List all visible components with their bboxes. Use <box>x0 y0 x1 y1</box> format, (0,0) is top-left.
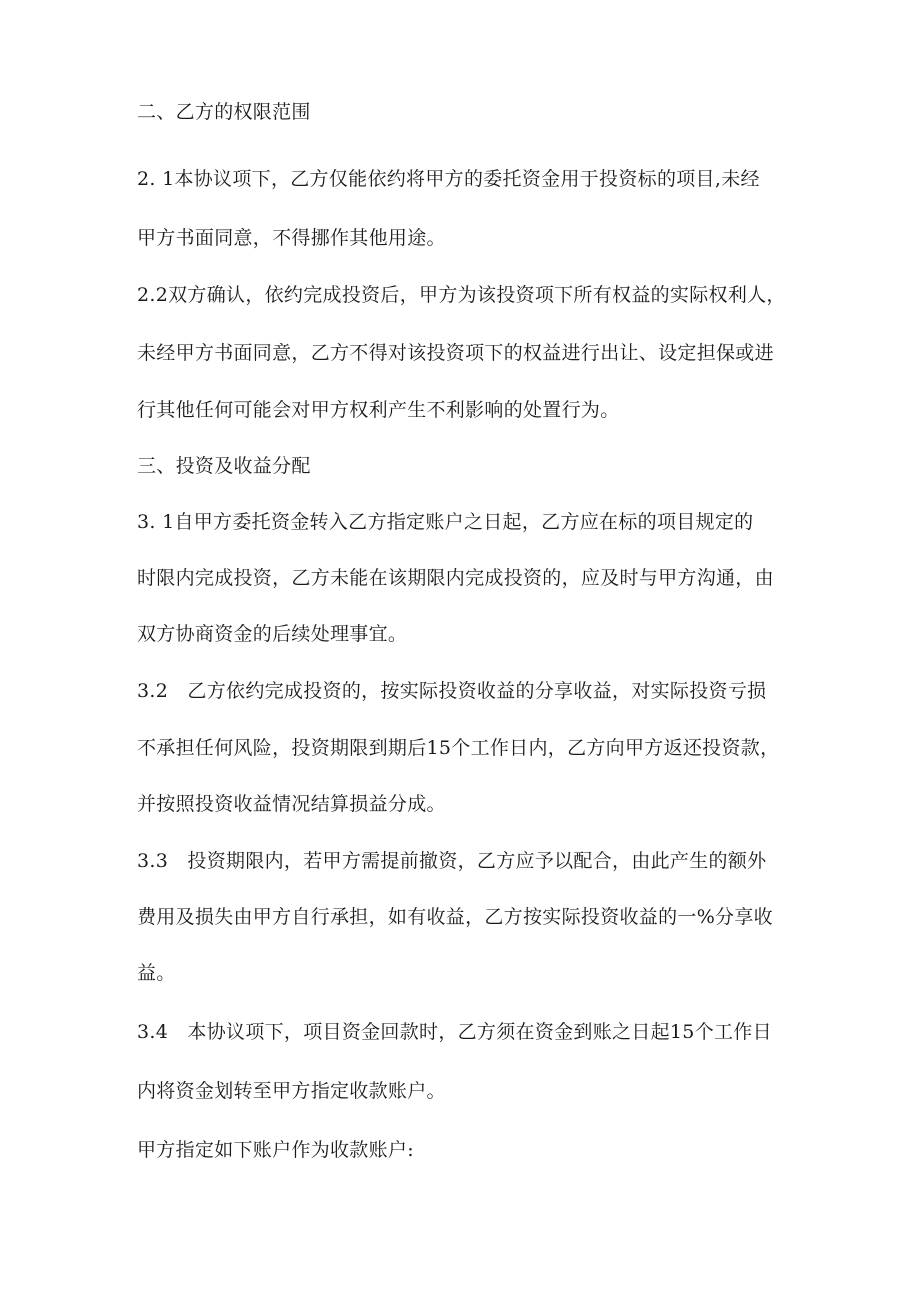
clause-3-3-line-2: 费用及损失由甲方自行承担，如有收益，乙方按实际投资收益的一%分享收 <box>137 906 773 928</box>
clause-3-3-line-3: 益。 <box>137 962 176 984</box>
section-heading-2: 二、乙方的权限范围 <box>137 101 311 123</box>
clause-2-1-line-2: 甲方书面同意，不得挪作其他用途。 <box>137 227 446 249</box>
clause-3-1-line-1: 3. 1自甲方委托资金转入乙方指定账户之日起，乙方应在标的项目规定的 <box>137 511 754 533</box>
clause-2-1-line-1: 2. 1本协议项下，乙方仅能依约将甲方的委托资金用于投资标的项目,未经 <box>137 168 760 190</box>
clause-2-2-line-3: 行其他任何可能会对甲方权利产生不利影响的处置行为。 <box>137 399 620 421</box>
clause-3-2-line-3: 并按照投资收益情况结算损益分成。 <box>137 793 446 815</box>
clause-3-2-line-1: 3.2 乙方依约完成投资的，按实际投资收益的分享收益，对实际投资亏损 <box>137 680 767 702</box>
clause-3-4-line-1: 3.4 本协议项下，项目资金回款时，乙方须在资金到账之日起15个工作日 <box>137 1021 772 1043</box>
clause-2-2-line-1: 2.2双方确认，依约完成投资后，甲方为该投资项下所有权益的实际权利人， <box>137 284 786 306</box>
clause-2-2-line-2: 未经甲方书面同意，乙方不得对该投资项下的权益进行出让、设定担保或进 <box>137 342 774 364</box>
clause-3-3-line-1: 3.3 投资期限内，若甲方需提前撤资，乙方应予以配合，由此产生的额外 <box>137 850 767 872</box>
account-designation-line: 甲方指定如下账户作为收款账户: <box>137 1139 414 1161</box>
clause-3-1-line-2: 时限内完成投资，乙方未能在该期限内完成投资的，应及时与甲方沟通，由 <box>137 567 774 589</box>
section-heading-3: 三、投资及收益分配 <box>137 455 311 477</box>
clause-3-4-line-2: 内将资金划转至甲方指定收款账户。 <box>137 1080 446 1102</box>
clause-3-2-line-2: 不承担任何风险，投资期限到期后15个工作日内，乙方向甲方返还投资款， <box>137 737 780 759</box>
clause-3-1-line-3: 双方协商资金的后续处理事宜。 <box>137 623 408 645</box>
